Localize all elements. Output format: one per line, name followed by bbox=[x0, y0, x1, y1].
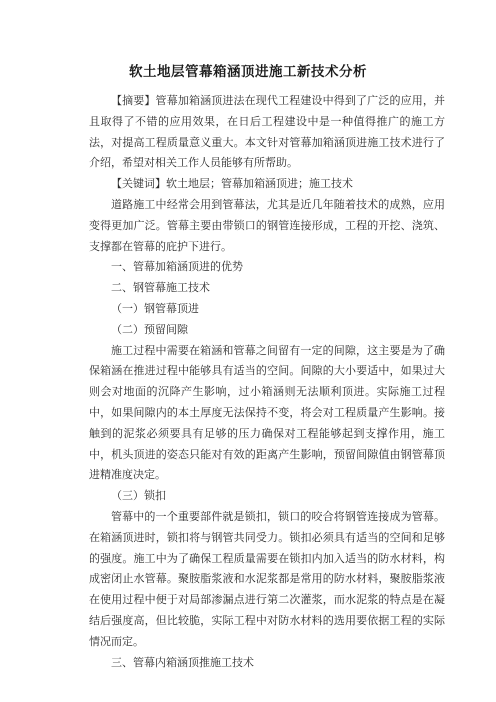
section-heading-1: 一、管幕加箱涵顶进的优势 bbox=[111, 260, 243, 274]
keywords-paragraph: 【关键词】软土地层；管幕加箱涵顶进；施工技术 bbox=[111, 177, 353, 191]
section-heading-3: 三、管幕内箱涵顶推施工技术 bbox=[111, 655, 254, 669]
subsection-heading-2: （二）预留间隙 bbox=[111, 322, 188, 336]
document-body bbox=[89, 91, 445, 673]
document-title: 软土地层管幕箱涵顶进施工新技术分析 bbox=[129, 64, 367, 80]
lock-paragraph: 管幕中的一个重要部件就是锁扣，锁口的咬合将钢管连接成为管幕。在箱涵顶进时，锁扣将与钢管共同受力。锁扣必须具有适当的空间和足够的强度。施工中为了确保工程质量需要在锁扣内加入适当的防水材料，构成密闭止水管幕。聚胺脂浆液和水泥浆都是常用的防水材料，聚胺脂浆液在使用过程中便于对局部渗漏点进行第二次灌浆，而水泥浆的特点是在凝结后强度高，但比较脆，实际工程中对防水材料的选用要依据工程的实际情况而定。 bbox=[89, 509, 445, 648]
intro-paragraph: 道路施工中经常会用到管幕法，尤其是近几年随着技术的成熟，应用变得更加广泛。管幕主要由带锁口的钢管连接形成，工程的开挖、浇筑、支撑都在管幕的庇护下进行。 bbox=[89, 197, 445, 253]
subsection-heading-1: （一）钢管幕顶进 bbox=[111, 301, 199, 315]
gap-paragraph: 施工过程中需要在箱涵和管幕之间留有一定的间隙，这主要是为了确保箱涵在推进过程中能够具有适当的空间。间隙的大小要适中，如果过大则会对地面的沉降产生影响，过小箱涵则无法顺利顶进。实际施工过程中，如果间隙内的本土厚度无法保持不变，将会对工程质量产生影响。接触到的泥浆必须要具有足够的压力确保对工程能够起到支撑作用，施工中，机头顶进的姿态只能对有效的距离产生影响，预留间隙值由钢管幕顶进精准度决定。 bbox=[89, 343, 445, 482]
subsection-heading-3: （三）锁扣 bbox=[111, 489, 166, 503]
abstract-paragraph: 【摘要】管幕加箱涵顶进法在现代工程建设中得到了广泛的应用，并且取得了不错的应用效果，在日后工程建设中是一种值得推广的施工方法，对提高工程质量意义重大。本文针对管幕加箱涵顶进施工技术进行了介绍，希望对相关工作人员能够有所帮助。 bbox=[89, 94, 445, 170]
section-heading-2: 二、钢管幕施工技术 bbox=[111, 281, 210, 295]
